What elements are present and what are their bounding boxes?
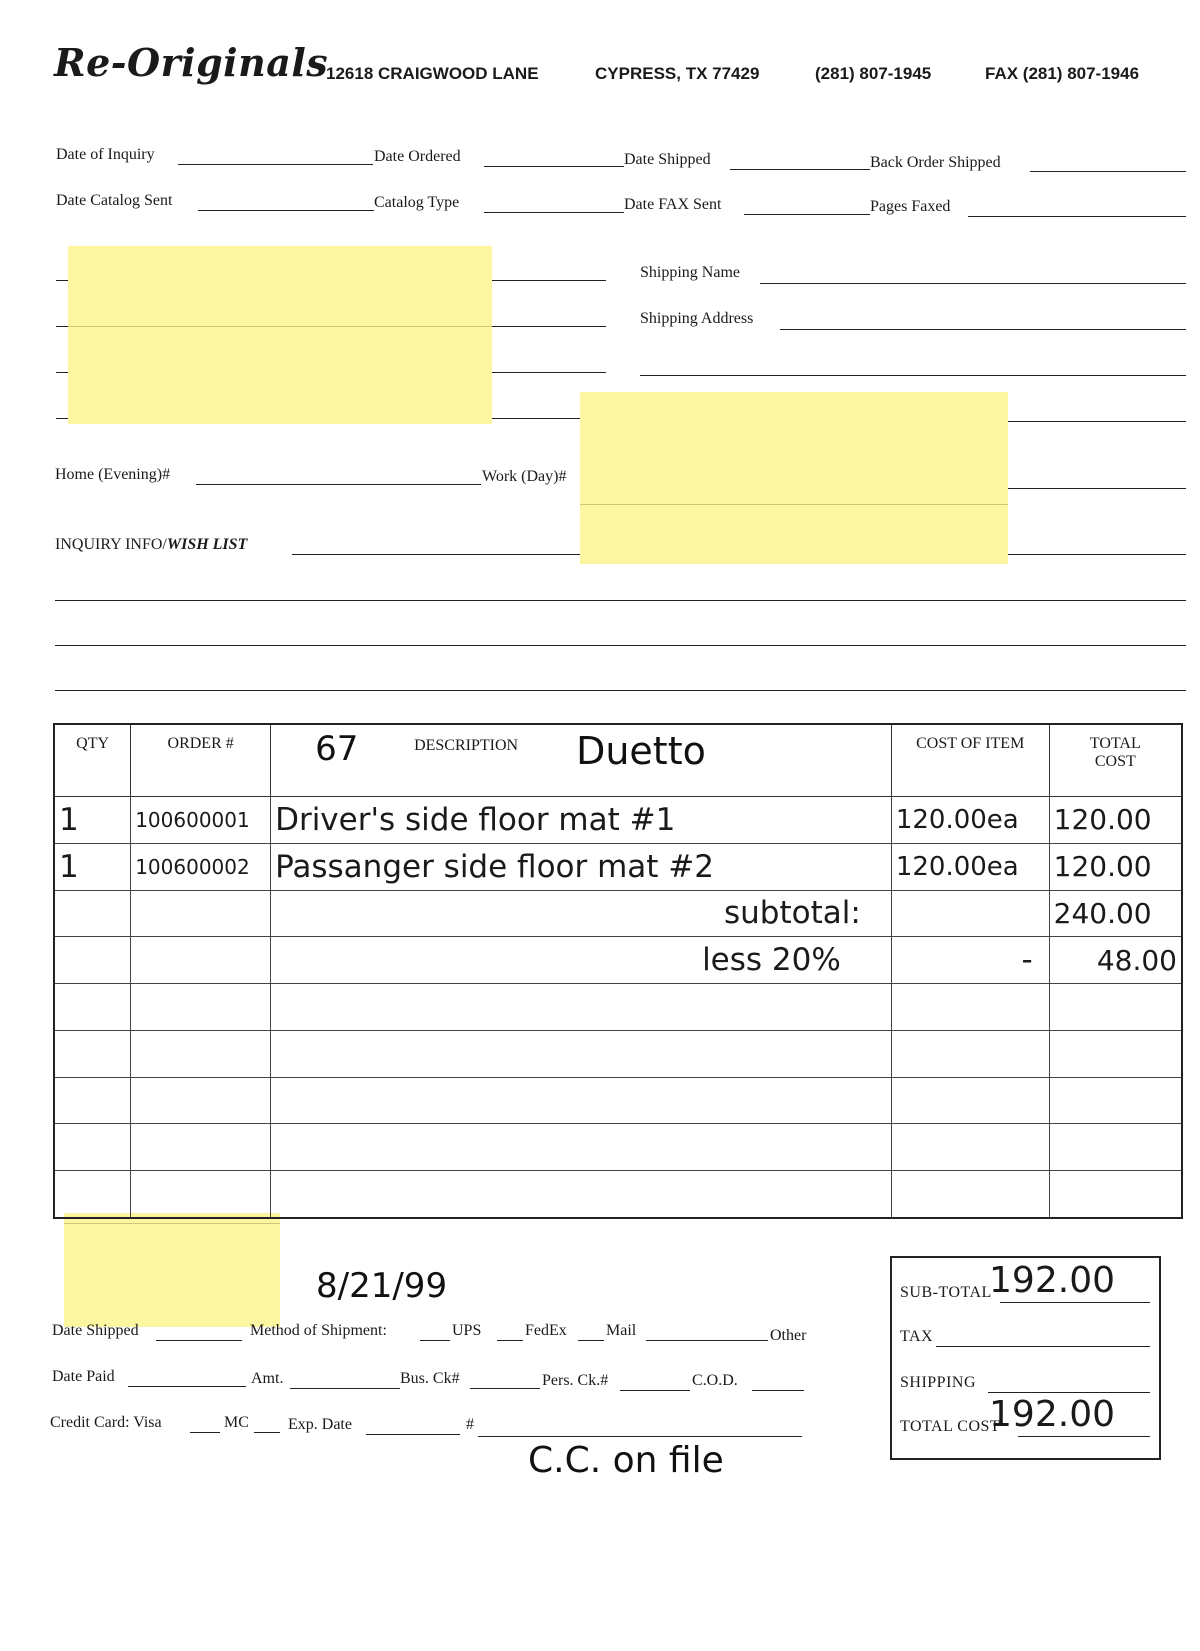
row-cost: 120.00ea	[891, 797, 1049, 844]
date-ordered-field[interactable]	[484, 166, 624, 167]
shipping-name-field[interactable]	[760, 283, 1186, 284]
row-order-number: 100600001	[131, 797, 271, 844]
redaction-note-customer	[68, 246, 492, 424]
row-qty	[54, 937, 131, 984]
table-row	[54, 1077, 1182, 1124]
totals-box	[890, 1256, 1161, 1460]
inquiry-line-3[interactable]	[55, 645, 1186, 646]
order-number-header: ORDER #	[131, 724, 271, 797]
qty-header: QTY	[54, 724, 131, 797]
date-shipped-footer-field[interactable]	[156, 1340, 242, 1341]
shipping-field[interactable]	[988, 1392, 1150, 1393]
description-header: 67 DESCRIPTION Duetto	[271, 724, 892, 797]
subtotal-label: SUB-TOTAL	[900, 1284, 992, 1301]
inquiry-info-label: INQUIRY INFO/WISH LIST	[55, 536, 248, 553]
date-paid-label: Date Paid	[52, 1368, 115, 1385]
total-cost-value: 192.00	[989, 1394, 1115, 1435]
catalog-type-label: Catalog Type	[374, 194, 460, 211]
row-total: 120.00	[1049, 797, 1182, 844]
row-description: subtotal:	[271, 890, 892, 937]
mail-checkbox[interactable]	[578, 1340, 604, 1341]
row-total: 48.00	[1049, 937, 1182, 984]
catalog-type-field[interactable]	[484, 212, 624, 213]
mastercard-label: MC	[224, 1414, 249, 1431]
total-cost-label: TOTAL COST	[900, 1418, 1001, 1435]
model-handwritten: Duetto	[576, 729, 706, 773]
company-logo: Re-Originals	[54, 40, 329, 85]
row-qty: 1	[54, 843, 131, 890]
card-number-field[interactable]	[478, 1436, 802, 1437]
date-of-inquiry-field[interactable]	[178, 164, 373, 165]
date-shipped-footer-label: Date Shipped	[52, 1322, 139, 1339]
table-row	[54, 843, 1182, 890]
back-order-field[interactable]	[1030, 171, 1186, 172]
row-total: 240.00	[1049, 890, 1182, 937]
shipping-address-field[interactable]	[780, 329, 1186, 330]
cost-of-item-header: COST OF ITEM	[891, 724, 1049, 797]
pages-faxed-label: Pages Faxed	[870, 198, 951, 215]
exp-date-field[interactable]	[366, 1434, 460, 1435]
total-cost-header: TOTAL COST	[1049, 724, 1182, 797]
back-order-label: Back Order Shipped	[870, 154, 1001, 171]
date-of-inquiry-label: Date of Inquiry	[56, 146, 155, 163]
tax-field[interactable]	[936, 1346, 1150, 1347]
amount-label: Amt.	[251, 1370, 284, 1387]
table-row	[54, 1030, 1182, 1077]
shipping-address-label: Shipping Address	[640, 310, 754, 327]
row-cost: 120.00ea	[891, 843, 1049, 890]
mail-label: Mail	[606, 1322, 637, 1339]
mastercard-checkbox[interactable]	[254, 1432, 280, 1433]
subtotal-value: 192.00	[989, 1260, 1115, 1301]
company-phone: (281) 807-1945	[815, 64, 932, 83]
company-fax: FAX (281) 807-1946	[985, 64, 1140, 83]
date-shipped-label: Date Shipped	[624, 151, 711, 168]
company-address: 12618 CRAIGWOOD LANE	[326, 64, 539, 83]
row-order-number	[131, 890, 271, 937]
fax-sent-field[interactable]	[744, 214, 870, 215]
business-check-label: Bus. Ck#	[400, 1370, 460, 1387]
table-row	[54, 890, 1182, 937]
table-row	[54, 937, 1182, 984]
credit-card-visa-label: Credit Card: Visa	[50, 1414, 162, 1431]
row-description: less 20%	[271, 937, 892, 984]
year-handwritten: 67	[315, 729, 359, 769]
fedex-label: FedEx	[525, 1322, 567, 1339]
date-shipped-field[interactable]	[730, 169, 870, 170]
amount-field[interactable]	[290, 1388, 400, 1389]
personal-check-field[interactable]	[620, 1390, 690, 1391]
table-header-row	[54, 724, 1182, 797]
fax-sent-label: Date FAX Sent	[624, 196, 722, 213]
row-qty: 1	[54, 797, 131, 844]
work-phone-field[interactable]	[1000, 488, 1186, 489]
row-cost	[891, 890, 1049, 937]
business-check-field[interactable]	[470, 1388, 540, 1389]
shipping-address-line-2[interactable]	[640, 375, 1186, 376]
home-phone-field[interactable]	[196, 484, 481, 485]
subtotal-field[interactable]	[1000, 1302, 1150, 1303]
row-description: Passanger side floor mat #2	[271, 843, 892, 890]
row-description: Driver's side floor mat #1	[271, 797, 892, 844]
table-row	[54, 1124, 1182, 1171]
work-phone-label: Work (Day)#	[482, 468, 567, 485]
redaction-note-footer	[64, 1213, 280, 1327]
handwritten-order-date: 8/21/99	[316, 1266, 448, 1306]
inquiry-line-4[interactable]	[55, 690, 1186, 691]
row-total: 120.00	[1049, 843, 1182, 890]
ups-checkbox[interactable]	[420, 1340, 450, 1341]
row-order-number: 100600002	[131, 843, 271, 890]
tax-label: TAX	[900, 1328, 934, 1345]
shipping-name-label: Shipping Name	[640, 264, 740, 281]
shipping-label: SHIPPING	[900, 1374, 977, 1391]
pages-faxed-field[interactable]	[968, 216, 1186, 217]
cod-field[interactable]	[752, 1390, 804, 1391]
ups-label: UPS	[452, 1322, 482, 1339]
row-qty	[54, 890, 131, 937]
row-cost: -	[891, 937, 1049, 984]
company-city: CYPRESS, TX 77429	[595, 64, 760, 83]
catalog-sent-label: Date Catalog Sent	[56, 192, 173, 209]
catalog-sent-field[interactable]	[198, 210, 374, 211]
home-phone-label: Home (Evening)#	[55, 466, 171, 483]
row-order-number	[131, 937, 271, 984]
method-of-shipment-label: Method of Shipment:	[250, 1322, 387, 1339]
redaction-note-phone	[580, 392, 1008, 564]
date-ordered-label: Date Ordered	[374, 148, 461, 165]
table-row	[54, 1171, 1182, 1218]
date-paid-field[interactable]	[128, 1386, 246, 1387]
other-label: Other	[770, 1327, 807, 1344]
card-number-label: #	[466, 1416, 474, 1433]
inquiry-line-2[interactable]	[55, 600, 1186, 601]
table-row	[54, 797, 1182, 844]
exp-date-label: Exp. Date	[288, 1416, 352, 1433]
table-row	[54, 984, 1182, 1031]
cc-on-file-note: C.C. on file	[528, 1440, 724, 1481]
visa-checkbox[interactable]	[190, 1432, 220, 1433]
shipping-address-line-3[interactable]	[1000, 421, 1186, 422]
order-items-table	[53, 723, 1183, 1219]
fedex-checkbox[interactable]	[497, 1340, 523, 1341]
other-field[interactable]	[646, 1340, 768, 1341]
total-cost-field[interactable]	[1018, 1436, 1150, 1437]
personal-check-label: Pers. Ck.#	[542, 1372, 609, 1389]
cod-label: C.O.D.	[692, 1372, 738, 1389]
